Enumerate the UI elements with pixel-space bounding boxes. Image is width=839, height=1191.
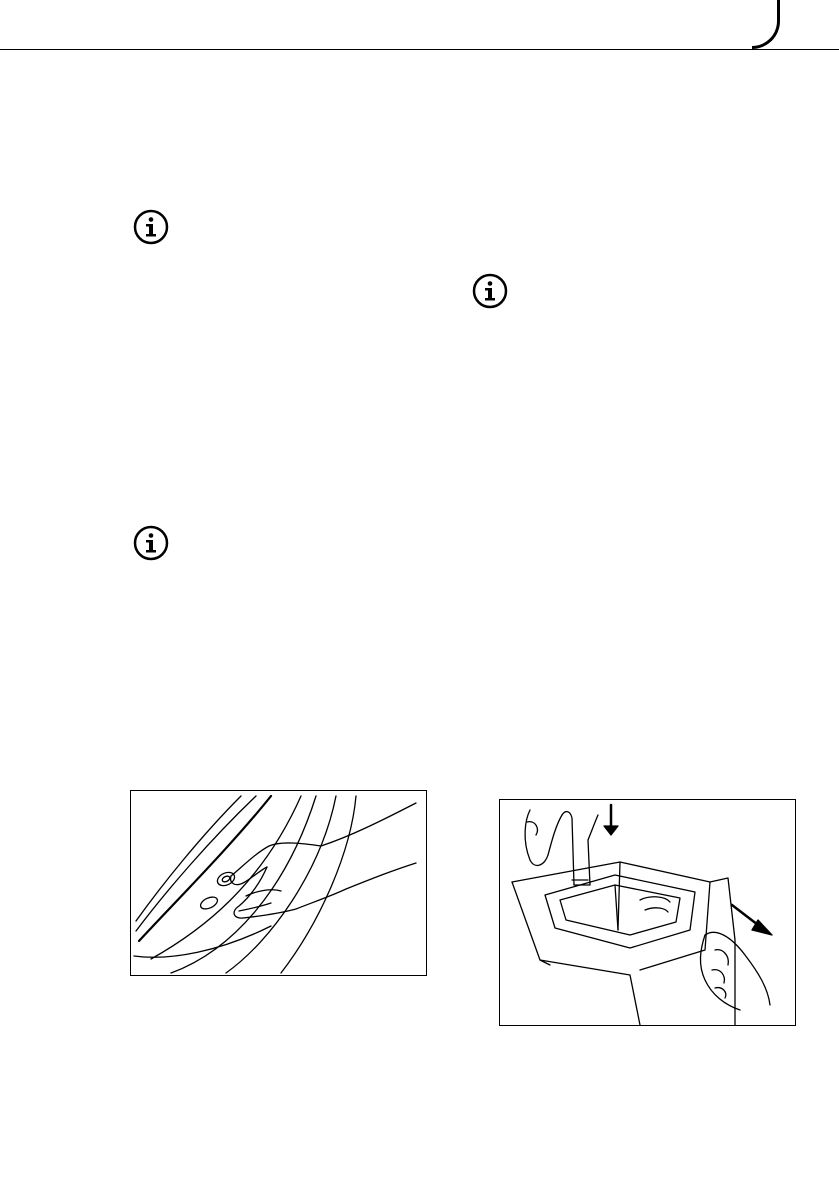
dispenser-drawer-illustration [499,799,796,1026]
info-icon [133,209,169,245]
door-seal-illustration [130,790,427,976]
page-edge-line [0,49,839,50]
info-icon [472,273,508,309]
page-corner-mark [752,0,780,49]
info-icon [133,525,169,561]
